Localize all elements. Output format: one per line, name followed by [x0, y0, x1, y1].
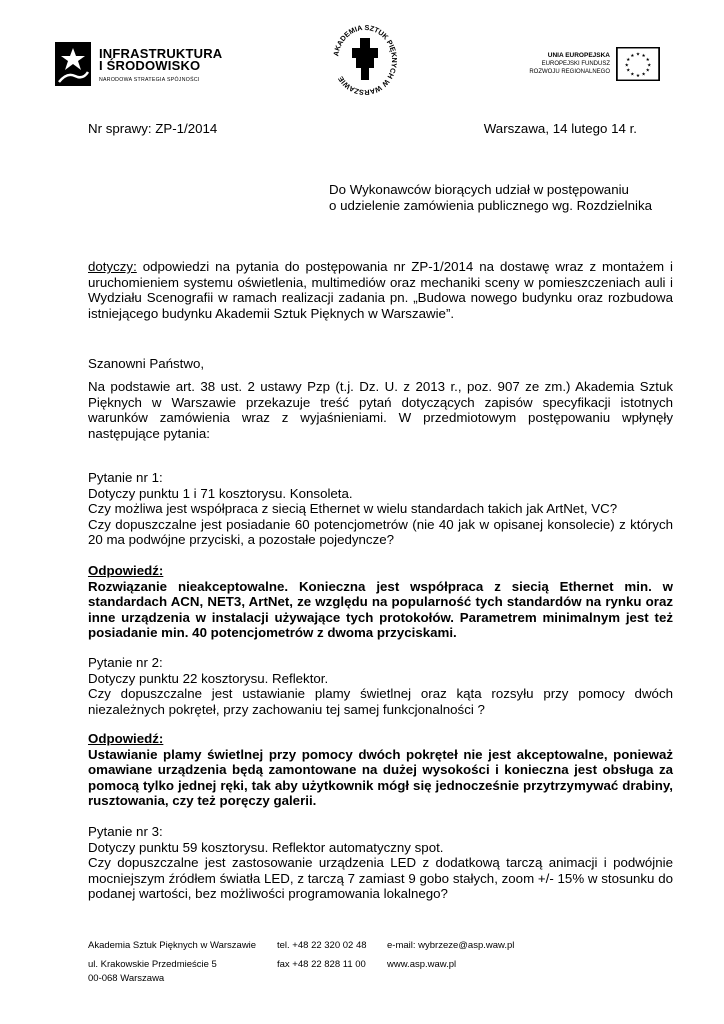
eu-logo — [518, 47, 660, 81]
infrastruktura-emblem-icon — [55, 42, 91, 86]
eu-logo-line1: UNIA EUROPEJSKA — [547, 52, 610, 59]
eu-logo-line2: EUROPEJSKI FUNDUSZ — [541, 61, 610, 67]
addressee-line2: o udzielenie zamówienia publicznego wg. Rozdzielnika — [329, 197, 653, 213]
subject-text: odpowiedzi na pytania do postępowania nr ZP-1/2014 na dostawę wraz z montażem i uruchomieniem systemu oświetlenia, multimediów oraz mechaniki sceny w pomieszczeniach auli i Wydziału Scenografii w ramach realizacji zadania pn. „Budowa nowego budynku oraz rozbudowa istniejącego budynku Akademii Sztuk Pięknych w Warszawie”. — [88, 259, 673, 321]
answer-text: Rozwiązanie nieakceptowalne. Konieczna jest współpraca z siecią Ethernet min. w standardach ACN, NET3, ArtNet, ze względu na popularność tych standardów na rynku oraz inne urządzenia w instalacji używające tych protokołów. Parametrem minimalnym jest też posiadanie min. 40 potencjometrów z dwoma przyciskami. — [88, 578, 673, 640]
footer-city: 00-068 Warszawa — [88, 973, 165, 984]
svg-text:★: ★ — [630, 54, 635, 60]
subject-label: dotyczy: — [88, 259, 137, 274]
question-title: Pytanie nr 2: — [88, 655, 163, 670]
question-line: Czy dopuszczalne jest posiadanie 60 potencjometrów (nie 40 jak w opisanej konsolecie) z których 20 ma podwójne przyciski, a pozostałe pojedyncze? — [88, 516, 673, 547]
svg-text:AKADEMIA SZTUK PIĘKNYCH W WARS: AKADEMIA SZTUK PIĘKNYCH W WARSZAWIE — [331, 22, 400, 98]
answer-label: Odpowiedź: — [88, 563, 164, 578]
intro-paragraph: Na podstawie art. 38 ust. 2 ustawy Pzp (t.j. Dz. U. z 2013 r., poz. 907 ze zm.) Akademia Sztuk Pięknych w Warszawie przekazuje treść pytań dotyczących zapisów specyfikacji istotnych warunków zamówienia wraz z wyjaśnieniami. W przedmiotowym postępowaniu wpłynęły następujące pytania: — [88, 379, 673, 441]
footer-email[interactable]: e-mail: wybrzeze@asp.waw.pl — [387, 940, 515, 951]
question-title: Pytanie nr 3: — [88, 824, 163, 839]
svg-text:★: ★ — [635, 52, 641, 58]
subject-paragraph — [88, 259, 673, 321]
question-line: Czy dopuszczalne jest zastosowanie urządzenia LED z dodatkową tarczą animacji i podwójnie mocniejszym źródłem światła LED, z tarczą 7 zamiast 9 gobo stałych, zoom +/- 15% w stosunku do podanej wartości, bez możliwości programowania lokalnego? — [88, 855, 673, 901]
svg-text:★: ★ — [635, 74, 641, 80]
answer-2 — [88, 731, 673, 809]
addressee — [329, 182, 652, 213]
infra-logo-line1: INFRASTRUKTURA — [99, 46, 223, 61]
question-line: Dotyczy punktu 1 i 71 kosztorysu. Konsoleta. — [88, 485, 353, 501]
asp-logo — [330, 18, 400, 102]
answer-1 — [88, 563, 673, 641]
addressee-line1: Do Wykonawców biorących udział w postępowaniu — [329, 182, 629, 197]
svg-text:★: ★ — [645, 68, 650, 74]
svg-text:★: ★ — [630, 72, 635, 78]
question-title: Pytanie nr 1: — [88, 470, 163, 485]
question-1 — [88, 470, 673, 548]
infra-logo-line3: NARODOWA STRATEGIA SPÓJNOŚCI — [99, 77, 200, 83]
answer-label: Odpowiedź: — [88, 731, 164, 746]
eu-logo-line3: ROZWOJU REGIONALNEGO — [529, 69, 610, 75]
footer-www[interactable]: www.asp.waw.pl — [387, 959, 457, 970]
footer-fax: fax +48 22 828 11 00 — [277, 959, 366, 970]
footer-tel: tel. +48 22 320 02 48 — [277, 940, 367, 951]
case-number: Nr sprawy: ZP-1/2014 — [88, 121, 218, 136]
svg-text:★: ★ — [641, 72, 646, 78]
salutation: Szanowni Państwo, — [88, 356, 205, 371]
question-line: Czy dopuszczalne jest ustawianie plamy świetlnej oraz kąta rozsyłu przy pomocy dwóch niezależnych pokręteł, przy zachowaniu tej samej funkcjonalności ? — [88, 686, 673, 717]
svg-text:★: ★ — [626, 58, 631, 64]
footer-org: Akademia Sztuk Pięknych w Warszawie — [88, 940, 257, 951]
question-2 — [88, 655, 673, 717]
infra-logo-line2: I ŚRODOWISKO — [99, 58, 201, 73]
eu-flag-icon — [616, 47, 660, 81]
svg-text:★: ★ — [645, 58, 650, 64]
svg-text:★: ★ — [626, 68, 631, 74]
question-line: Dotyczy punktu 22 kosztorysu. Reflektor. — [88, 670, 329, 686]
svg-text:★: ★ — [641, 54, 646, 60]
question-3 — [88, 824, 673, 902]
place-date: Warszawa, 14 lutego 14 r. — [483, 121, 637, 136]
asp-seal-icon — [330, 18, 400, 102]
question-line: Dotyczy punktu 59 kosztorysu. Reflektor automatyczny spot. — [88, 839, 444, 855]
svg-text:★: ★ — [647, 63, 652, 69]
footer-street: ul. Krakowskie Przedmieście 5 — [88, 959, 217, 970]
svg-text:★: ★ — [624, 63, 629, 69]
answer-text: Ustawianie plamy świetlnej przy pomocy dwóch pokręteł nie jest akceptowalne, ponieważ omawiane urządzenia będą zamontowane na dużej wysokości i konieczna jest obsługa za pomocą tylko jednej ręki, tak aby użytkownik mógł się jednocześnie przytrzymywać drabiny, rusztowania, czy też poręczy galerii. — [88, 746, 673, 808]
question-line: Czy możliwa jest współpraca z siecią Ethernet w wielu standardach takich jak ArtNet, VC? — [88, 501, 618, 516]
infrastruktura-logo — [55, 42, 225, 90]
